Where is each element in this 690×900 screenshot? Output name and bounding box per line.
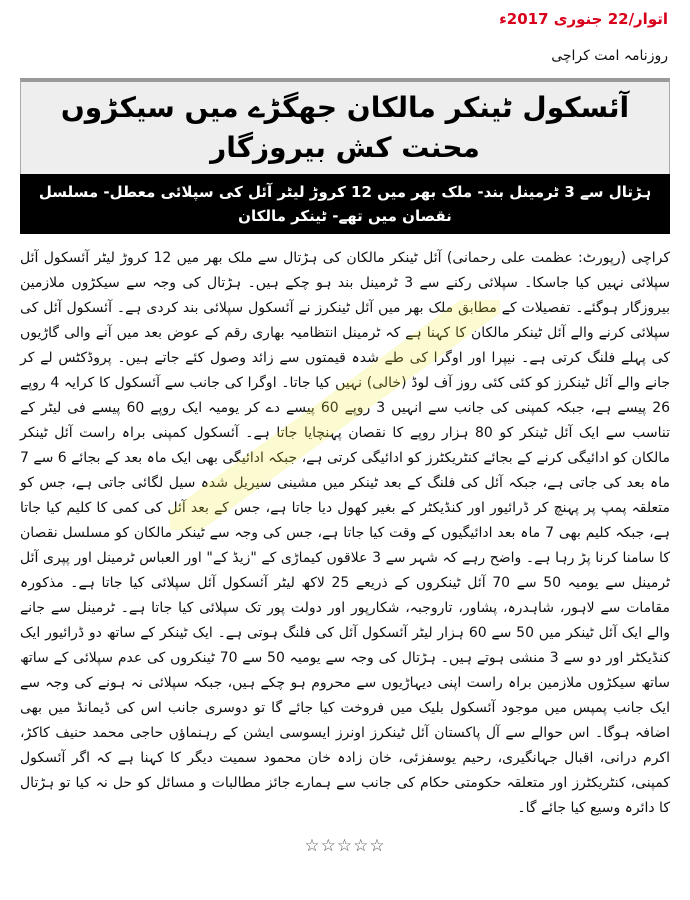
article-line: روپے 60 پیسے فی لیٹر کے تناسب سے ایک آئل ٹینکر کو 80 ہزار روپے کا نقصان پہنچایا جاتا ہے۔ آئسکول کمپنی براہ راست آئل ٹینکر مالکان کو ادائیگی — [20, 400, 671, 466]
headline-box — [20, 78, 670, 174]
article-line: سے 3 ٹرمینل بند ہو چکے ہیں۔ ہڑتال کی وجہ سے سیکڑوں ملازمین بیروزگار ہوگئے۔ تفصیلات کے مطابق ملک بھر میں آئل ٹینکرز نے آئسکول سپلائی — [20, 275, 671, 316]
article-line: کرنے کے بجائے کنٹریکٹرز کو ادائیگی کرتی ہے، جبکہ ادائیگی بھی ایک ماہ بعد کے بجائے 6 سے 7 ماہ بعد کی جاتی ہے، جبکہ آئل کی فلنگ کے بعد ٹینکر میں — [20, 450, 670, 491]
article-line: بند کردی ہے۔ آئسکول آئل کی سپلائی کرنے والے آئل ٹینکر مالکان کا کہنا ہے کہ ٹرمینل انتظامیہ بھاری رقم کے عوض بعد میں آنے والی گاڑیوں کی پہلے — [20, 300, 670, 366]
end-mark: ☆☆☆☆☆ — [304, 836, 386, 856]
article-line: کراچی (رپورٹ: عظمت علی رحمانی) آئل ٹینکر مالکان کی ہڑتال سے ملک بھر میں 12 کروڑ لیٹر آئسکول آئل سپلائی نہیں کیا جاسکا۔ سپلائی رکنے — [20, 250, 670, 291]
article-line: ہے، جبکہ کلیم بھی 7 ماہ بعد ادائیگیوں کے وقت کیا جاتا ہے، جس کی وجہ سے ٹینکر مالکان کو مسلسل نقصان کا سامنا کرنا پڑ رہا ہے۔ واضح رہے کہ شہر سے 3 — [20, 525, 671, 566]
article-line: جائے گا۔ — [517, 800, 566, 816]
article-body — [20, 246, 670, 821]
article-line: ہونے کی وجہ سے ایک جانب پمپس میں موجود آئسکول بلیک میں فروخت کیا جائے گا تو دوسری جانب اس کی ڈیمانڈ میں بھی اضافہ ہوگا۔ اس حوالے — [20, 675, 670, 741]
newspaper-name: روزنامہ امت کراچی — [551, 48, 668, 64]
article-line: مشینی سیریل شدہ سیل لگائی جاتی ہے، جس کو متعلقہ پمپ پر پہنچ کر ڈرائیور اور کنڈیکٹر کے بغیر کھول دیا جاتا ہے، جس کے بعد آئل کی کمی کا کلیم کیا جاتا — [20, 475, 670, 516]
article-line: سپلائی کیا جاتا ہے۔ مذکورہ مقامات سے لاہور، شاہدرہ، پشاور، تاروجبہ، شکارپور اور دولت پور تک سپلائی کیا جاتا ہے۔ ٹرمینل سے جانے والے ایک آئل — [20, 575, 670, 641]
article-line: (خالی) نہیں کیا جاتا۔ اوگرا کی جانب سے آئسکول کا کرایہ 4 روپے 26 پیسے ہے، جبکہ کمپنی کی جانب سے انہیں 3 روپے 60 پیسے دے کر یومیہ ایک — [20, 375, 671, 416]
publication-date: اتوار/22 جنوری 2017ء — [499, 10, 668, 28]
article-line: سے آل پاکستان آئل ٹینکرز اونرز ایسوسی ایشن کے رہنماؤں حاجی محمد حنیف کاکڑ، اکرم درانی، اقبال جہانگیری، رحیم یوسفزئی، خان زادہ خان محمود سمیت — [20, 725, 670, 766]
subheadline-box — [20, 174, 670, 234]
subheadline: ہڑتال سے 3 ٹرمینل بند- ملک بھر میں 12 کروڑ لیٹر آئل کی سپلائی معطل- مسلسل نقصان میں تھے- ٹینکر مالکان — [38, 183, 652, 225]
article-line: وجہ سے یومیہ 50 سے 70 ٹینکروں کی عدم سپلائی کے ساتھ ساتھ سیکڑوں ملازمین براہ راست اپنی دیہاڑیوں سے محروم ہو چکے ہیں، جبکہ سپلائی نہ — [20, 650, 670, 691]
article-line: دیگر کا کہنا ہے کہ اگر آئسکول کمپنی، کنٹریکٹرز اور متعلقہ حکومتی حکام کی جانب سے ہمارے جائز مطالبات و مسائل کو حل نہ کیا تو ہڑتال کا دائرہ وسیع کیا — [20, 750, 670, 816]
article-line: ٹینکر میں 50 سے 60 ہزار لیٹر آئسکول آئل کی فلنگ ہوتی ہے۔ ایک ٹینکر کے ساتھ دو ڈرائیور ایک کنڈیکٹر اور دو سے 3 منشی ہوتے ہیں۔ ہڑتال کی — [20, 625, 670, 666]
article-line: علاقوں کیماڑی کے "زیڈ کے" اور العباس ٹرمینل اور پپری آئل ٹرمینل سے یومیہ 50 سے 70 آئل ٹینکروں کے ذریعے 25 لاکھ لیٹر آئسکول آئل — [20, 550, 670, 591]
article-line: فلنگ کرتی ہے۔ نیپرا اور اوگرا کی طے شدہ قیمتوں سے زائد وصول کئے جاتے ہیں۔ پروڈکٹس لے کر جانے والے آئل ٹینکرز کو کئی کئی روز آف لوڈ — [20, 350, 671, 391]
headline: آئسکول ٹینکر مالکان جھگڑے میں سیکڑوں محنت کش بیروزگار — [60, 91, 630, 164]
